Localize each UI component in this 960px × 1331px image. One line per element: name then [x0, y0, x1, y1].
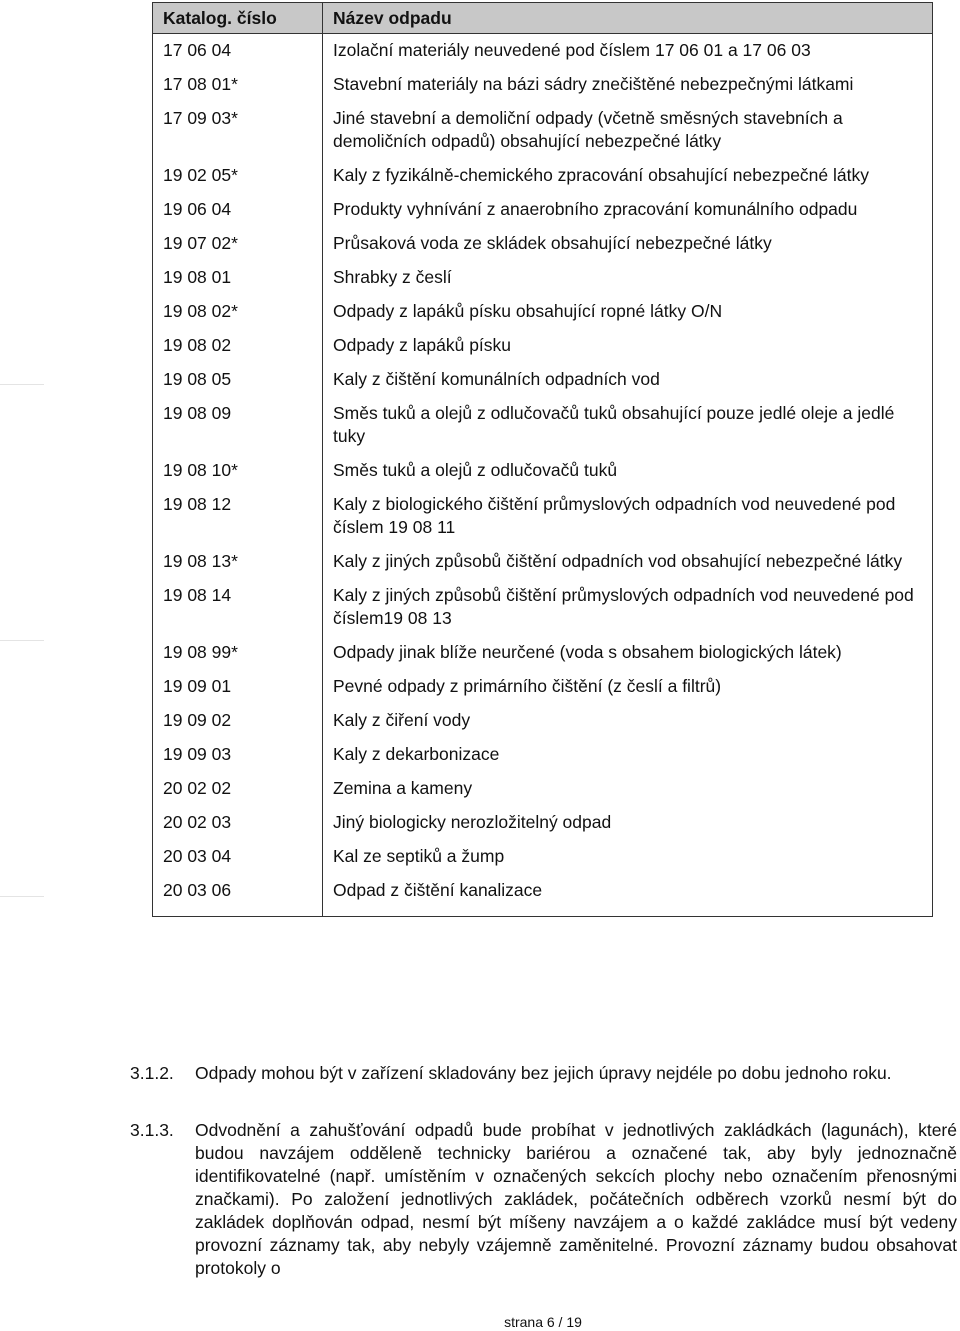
- table-row: [153, 160, 933, 194]
- table-row: [153, 34, 933, 70]
- catalog-code: 19 08 13*: [153, 546, 323, 580]
- waste-name: Shrabky z česlí: [323, 262, 933, 296]
- table-row: [153, 489, 933, 546]
- catalog-code: 19 08 10*: [153, 455, 323, 489]
- paragraph-3-1-3: [130, 1119, 957, 1280]
- waste-name: Izolační materiály neuvedené pod číslem 17 06 01 a 17 06 03: [323, 34, 933, 70]
- waste-name: Kaly z fyzikálně-chemického zpracování obsahující nebezpečné látky: [323, 160, 933, 194]
- margin-mark: [0, 384, 44, 385]
- paragraph-number: 3.1.3.: [130, 1120, 174, 1140]
- page-number: strana 6 / 19: [504, 1314, 582, 1330]
- table-row: [153, 69, 933, 103]
- catalog-code: 20 03 04: [153, 841, 323, 875]
- paragraph-3-1-2: [130, 1062, 957, 1085]
- table-row: [153, 705, 933, 739]
- catalog-code: 19 02 05*: [153, 160, 323, 194]
- waste-name: Odpad z čištění kanalizace: [323, 875, 933, 917]
- waste-name: Směs tuků a olejů z odlučovačů tuků: [323, 455, 933, 489]
- table-row: [153, 455, 933, 489]
- table-row: [153, 580, 933, 637]
- catalog-code: 19 08 02*: [153, 296, 323, 330]
- waste-name: Produkty vyhnívání z anaerobního zpracování komunálního odpadu: [323, 194, 933, 228]
- catalog-code: 20 02 02: [153, 773, 323, 807]
- table-row: [153, 398, 933, 455]
- waste-name: Průsaková voda ze skládek obsahující nebezpečné látky: [323, 228, 933, 262]
- table-row: [153, 228, 933, 262]
- table-row: [153, 364, 933, 398]
- waste-name: Kaly z čiření vody: [323, 705, 933, 739]
- waste-name: Zemina a kameny: [323, 773, 933, 807]
- table-header-row: [153, 3, 933, 34]
- waste-name: Jiný biologicky nerozložitelný odpad: [323, 807, 933, 841]
- catalog-code: 17 08 01*: [153, 69, 323, 103]
- table-row: [153, 296, 933, 330]
- header-catalog-number: Katalog. číslo: [153, 3, 323, 34]
- catalog-code: 19 08 99*: [153, 637, 323, 671]
- waste-name: Směs tuků a olejů z odlučovačů tuků obsahující pouze jedlé oleje a jedlé tuky: [323, 398, 933, 455]
- waste-name: Stavební materiály na bázi sádry znečištěné nebezpečnými látkami: [323, 69, 933, 103]
- catalog-code: 20 03 06: [153, 875, 323, 917]
- table-row: [153, 103, 933, 160]
- catalog-code: 17 09 03*: [153, 103, 323, 160]
- table-body: [153, 34, 933, 917]
- waste-name: Kaly z čištění komunálních odpadních vod: [323, 364, 933, 398]
- table-row: [153, 546, 933, 580]
- table-row: [153, 807, 933, 841]
- catalog-code: 19 09 03: [153, 739, 323, 773]
- paragraph-number: 3.1.2.: [130, 1063, 174, 1083]
- catalog-code: 20 02 03: [153, 807, 323, 841]
- catalog-code: 19 08 12: [153, 489, 323, 546]
- catalog-code: 19 08 14: [153, 580, 323, 637]
- margin-mark: [0, 640, 44, 641]
- table-row: [153, 841, 933, 875]
- table-row: [153, 671, 933, 705]
- table-row: [153, 194, 933, 228]
- waste-name: Odpady jinak blíže neurčené (voda s obsahem biologických látek): [323, 637, 933, 671]
- table-row: [153, 773, 933, 807]
- waste-catalog-table: [152, 2, 933, 917]
- waste-name: Kaly z jiných způsobů čištění odpadních vod obsahující nebezpečné látky: [323, 546, 933, 580]
- catalog-code: 19 09 02: [153, 705, 323, 739]
- waste-name: Kaly z biologického čištění průmyslových odpadních vod neuvedené pod číslem 19 08 11: [323, 489, 933, 546]
- table-row: [153, 262, 933, 296]
- catalog-code: 19 07 02*: [153, 228, 323, 262]
- waste-name: Odpady z lapáků písku obsahující ropné látky O/N: [323, 296, 933, 330]
- waste-name: Kaly z jiných způsobů čištění průmyslových odpadních vod neuvedené pod číslem19 08 13: [323, 580, 933, 637]
- catalog-code: 19 08 09: [153, 398, 323, 455]
- catalog-code: 17 06 04: [153, 34, 323, 70]
- paragraph-text: Odvodnění a zahušťování odpadů bude probíhat v jednotlivých zakládkách (lagunách), které budou navzájem odděleně technicky bariérou a označené tak, aby byly jednoznačně identifikovatelné (např. umístěním v označených sekcích plochy nebo označením přenosnými značkami). Po založení jednotlivých zakládek, počátečních odběrech vzorků nesmí být do zakládek doplňován odpad, nesmí být míšeny navzájem a o každé zakládce musí být vedeny provozní záznamy tak, aby nebyly vzájemně zaměnitelné. Provozní záznamy budou obsahovat protokoly o: [195, 1120, 957, 1278]
- table-row: [153, 330, 933, 364]
- table-row: [153, 637, 933, 671]
- table-row: [153, 739, 933, 773]
- waste-name: Kal ze septiků a žump: [323, 841, 933, 875]
- waste-name: Odpady z lapáků písku: [323, 330, 933, 364]
- header-waste-name: Název odpadu: [323, 3, 933, 34]
- catalog-code: 19 08 01: [153, 262, 323, 296]
- catalog-code: 19 06 04: [153, 194, 323, 228]
- paragraph-text: Odpady mohou být v zařízení skladovány bez jejich úpravy nejdéle po dobu jednoho roku.: [195, 1063, 892, 1083]
- catalog-code: 19 09 01: [153, 671, 323, 705]
- catalog-code: 19 08 05: [153, 364, 323, 398]
- table-row: [153, 875, 933, 917]
- waste-name: Kaly z dekarbonizace: [323, 739, 933, 773]
- waste-name: Jiné stavební a demoliční odpady (včetně směsných stavebních a demoličních odpadů) obsahující nebezpečné látky: [323, 103, 933, 160]
- catalog-code: 19 08 02: [153, 330, 323, 364]
- waste-name: Pevné odpady z primárního čištění (z česlí a filtrů): [323, 671, 933, 705]
- margin-mark: [0, 896, 44, 897]
